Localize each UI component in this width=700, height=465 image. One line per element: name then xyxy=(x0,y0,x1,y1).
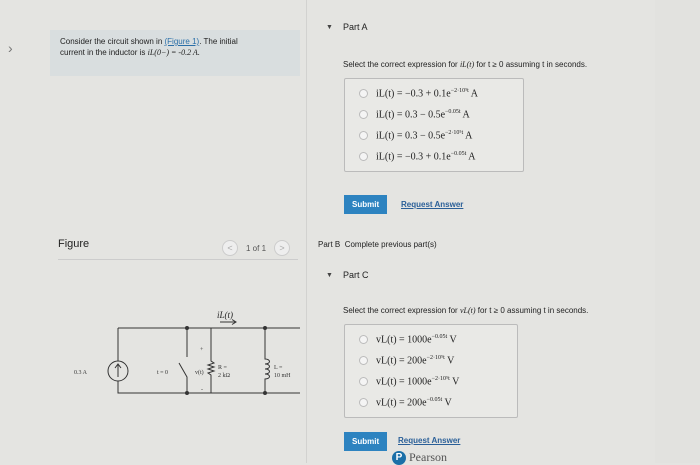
figure-link[interactable]: (Figure 1) xyxy=(164,37,200,46)
initial-current-expr: iL(0−) = xyxy=(147,48,179,57)
intro-text: Consider the circuit shown in xyxy=(60,37,165,46)
collapse-triangle-icon[interactable]: ▼ xyxy=(326,271,333,279)
radio-button[interactable] xyxy=(359,110,368,119)
part-b-header xyxy=(318,240,437,249)
circuit-wires xyxy=(118,328,300,393)
inductor-label: L = xyxy=(274,365,283,371)
part-c-request-answer-link[interactable]: Request Answer xyxy=(398,436,461,445)
right-margin xyxy=(655,0,700,463)
part-a-request-answer-link[interactable]: Request Answer xyxy=(401,200,464,209)
radio-button[interactable] xyxy=(359,398,368,407)
figure-page-count: 1 of 1 xyxy=(246,243,267,253)
part-c-submit-button[interactable]: Submit xyxy=(344,432,387,451)
radio-button[interactable] xyxy=(359,335,368,344)
resistor-icon xyxy=(208,328,214,393)
plus-sign: + xyxy=(200,347,204,353)
option-c2[interactable]: $vL(t) = 200e^{-2\cdot 10^5t}$ V xyxy=(345,350,517,371)
minus-sign: - xyxy=(201,387,203,393)
option-a4[interactable]: $iL(t) = -0.3 + 0.1e^{-0.05t}$ A xyxy=(345,146,523,167)
next-figure-button[interactable]: > xyxy=(274,240,290,256)
current-label: iL(t) xyxy=(217,310,234,320)
option-a3[interactable]: $iL(t) = 0.3 - 0.5e^{-2\cdot 10^5t}$ A xyxy=(345,125,523,146)
expand-chevron-icon[interactable]: › xyxy=(8,40,13,56)
figure-pager xyxy=(222,240,290,256)
radio-button[interactable] xyxy=(359,89,368,98)
part-b-status: Complete previous part(s) xyxy=(344,240,437,249)
pearson-logo-icon: P xyxy=(392,451,406,465)
resistor-label: R = xyxy=(218,365,227,371)
part-c-question: Select the correct expression for vL(t) for t ≥ 0 assuming t in seconds. xyxy=(343,306,589,315)
voltage-label: v(t) xyxy=(195,370,204,376)
part-a-submit-button[interactable]: Submit xyxy=(344,195,387,214)
resistor-value: 2 kΩ xyxy=(218,373,230,379)
pearson-brand: Pearson xyxy=(409,450,447,464)
inductor-icon xyxy=(265,328,270,393)
part-c-title: Part C xyxy=(342,270,369,280)
part-b-title: Part B xyxy=(318,240,341,249)
part-c-header[interactable] xyxy=(326,270,368,280)
problem-intro xyxy=(50,30,300,76)
part-c-options xyxy=(344,324,518,418)
collapse-triangle-icon[interactable]: ▼ xyxy=(326,23,333,31)
circuit-diagram xyxy=(60,305,300,400)
part-a-question: Select the correct expression for iL(t) for t ≥ 0 assuming t in seconds. xyxy=(343,60,588,69)
option-c4[interactable]: $vL(t) = 200e^{-0.05t}$ V xyxy=(345,392,517,413)
intro-text: . The initial xyxy=(199,37,238,46)
radio-button[interactable] xyxy=(359,152,368,161)
initial-current-value: -0.2 A. xyxy=(178,48,200,57)
part-a-title: Part A xyxy=(342,22,368,32)
current-arrow-icon xyxy=(220,320,236,325)
option-a2[interactable]: $iL(t) = 0.3 - 0.5e^{-0.05t}$ A xyxy=(345,104,523,125)
radio-button[interactable] xyxy=(359,356,368,365)
radio-button[interactable] xyxy=(359,377,368,386)
inductor-value: 10 mH xyxy=(274,373,291,379)
divider xyxy=(58,259,298,260)
option-c3[interactable]: $vL(t) = 1000e^{-2\cdot 10^5t}$ V xyxy=(345,371,517,392)
source-label: 0.3 A xyxy=(74,370,88,376)
part-a-header[interactable] xyxy=(326,22,367,32)
prev-figure-button[interactable]: < xyxy=(222,240,238,256)
figure-title: Figure xyxy=(58,238,90,250)
switch-label: t = 0 xyxy=(157,370,169,376)
switch-icon xyxy=(179,328,187,393)
option-c1[interactable]: $vL(t) = 1000e^{-0.05t}$ V xyxy=(345,329,517,350)
radio-button[interactable] xyxy=(359,131,368,140)
option-a1[interactable]: $iL(t) = -0.3 + 0.1e^{-2\cdot 10^5t}$ A xyxy=(345,83,523,104)
part-a-options xyxy=(344,78,524,172)
panel-divider xyxy=(306,0,307,463)
intro-text: current in the inductor is xyxy=(60,48,148,57)
